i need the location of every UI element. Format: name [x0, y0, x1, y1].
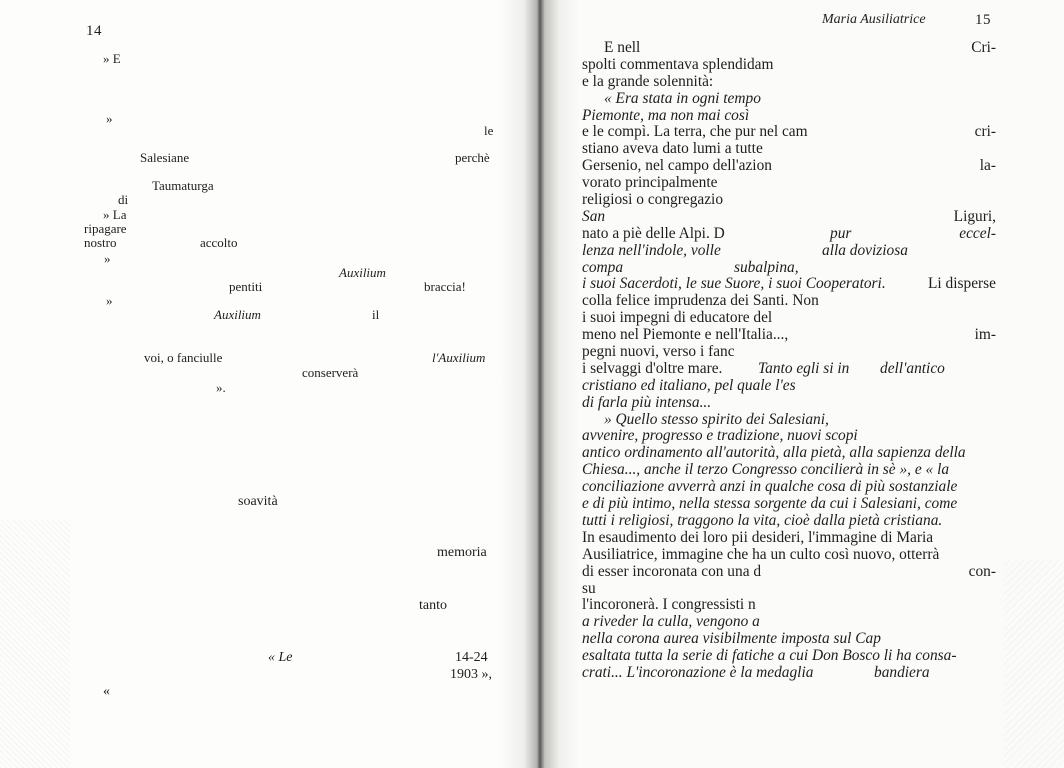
left-fragment: pentiti [229, 279, 263, 294]
line-mid: pur [830, 224, 852, 242]
left-fragment: » E [103, 51, 121, 66]
left-fragment: » [106, 111, 113, 126]
line-left: Piemonte, ma non mai così [582, 106, 750, 124]
line-left: San [582, 207, 606, 225]
running-head: Maria Ausiliatrice [822, 12, 926, 27]
text-line [582, 648, 996, 665]
left-fragment: 14-24 [455, 650, 488, 665]
line-full: Chiesa..., anche il terzo Congresso concilierà in sè », e « la [582, 461, 950, 479]
line-right: cri- [974, 123, 996, 141]
text-line [582, 74, 996, 91]
text-line [582, 108, 996, 125]
text-line [582, 665, 996, 682]
line-right: im- [974, 326, 996, 344]
line-full: conciliazione avverrà anzi in qualche cosa di più sostanziale [582, 478, 958, 496]
line-left: su [582, 579, 596, 597]
text-line [582, 243, 996, 260]
left-fragment: « [103, 684, 110, 699]
line-left: cristiano ed italiano, pel quale l'es [582, 376, 796, 394]
left-fragment: nostro [84, 235, 117, 250]
text-line [582, 564, 996, 581]
left-fragment: conserverà [302, 365, 359, 380]
line-left: « Era stata in ogni tempo [604, 89, 761, 107]
text-line [582, 40, 996, 57]
text-line [582, 192, 996, 209]
line-left: pegni nuovi, verso i fanc [582, 343, 735, 361]
text-line [582, 496, 996, 513]
line-mid: alla doviziosa [822, 241, 908, 259]
left-fragment: soavità [238, 494, 278, 509]
line-left: i suoi impegni di educatore del [582, 309, 773, 327]
line-full: esaltata tutta la serie di fatiche a cui Don Bosco li ha consa- [582, 647, 957, 665]
text-line [582, 327, 996, 344]
line-left: e le compì. La terra, che pur nel cam [582, 123, 808, 141]
left-fragment: « Le [268, 650, 293, 665]
text-line [582, 631, 996, 648]
line-mid: bandiera [874, 663, 930, 681]
left-fragment: » La [103, 207, 127, 222]
left-fragment: 1903 », [450, 667, 492, 682]
left-fragment: braccia! [424, 279, 466, 294]
line-left: Gersenio, nel campo dell'azion [582, 157, 772, 175]
text-line [582, 175, 996, 192]
line-left: nato a piè delle Alpi. D [582, 224, 725, 242]
left-fragment: Auxilium [339, 265, 386, 280]
line-left: i selvaggi d'oltre mare. [582, 359, 723, 377]
left-fragment: memoria [437, 545, 487, 560]
text-line [582, 158, 996, 175]
line-left: meno nel Piemonte e nell'Italia..., [582, 326, 789, 344]
line-right: eccel- [959, 224, 996, 242]
left-fragment: il [372, 307, 380, 322]
line-full: tutti i religiosi, traggono la vita, cioè dalla pietà cristiana. [582, 511, 943, 529]
left-fragment: accolto [200, 235, 238, 250]
line-left: di farla più intensa... [582, 393, 712, 411]
line-left: vorato principalmente [582, 174, 718, 192]
text-line [582, 547, 996, 564]
line-mid: Tanto egli si in [758, 359, 850, 377]
left-fragment: » [106, 293, 113, 308]
paper-texture [1004, 560, 1064, 768]
text-line [582, 344, 996, 361]
text-line [582, 276, 996, 293]
right-page-number: 15 [975, 12, 991, 28]
left-fragment: ». [216, 380, 226, 395]
line-left: nella corona aurea visibilmente imposta sul Cap [582, 630, 881, 648]
left-fragment: le [484, 123, 494, 138]
book-gutter [500, 0, 580, 768]
line-left: E nell [604, 39, 641, 56]
line-left: di esser incoronata con una d [582, 562, 762, 580]
text-line [582, 226, 996, 243]
left-fragment: Auxilium [214, 307, 261, 322]
text-line [582, 361, 996, 378]
line-left: colla felice imprudenza dei Santi. Non [582, 292, 819, 310]
text-line [582, 428, 996, 445]
text-line [582, 91, 996, 108]
text-line [582, 445, 996, 462]
left-fragment: perchè [455, 150, 490, 165]
line-right: Li disperse [928, 275, 996, 293]
text-line [582, 124, 996, 141]
line-right: Liguri, [953, 207, 996, 225]
text-line [582, 412, 996, 429]
text-line [582, 260, 996, 277]
text-line [582, 581, 996, 598]
line-mid: dell'antico [880, 359, 945, 377]
text-line [582, 141, 996, 158]
text-line [582, 513, 996, 530]
left-fragment: » [104, 251, 111, 266]
line-left: stiano aveva dato lumi a tutte [582, 140, 763, 158]
text-line [582, 293, 996, 310]
line-left: i suoi Sacerdoti, le sue Suore, i suoi Cooperatori. [582, 275, 886, 293]
text-line [582, 378, 996, 395]
line-left: a riveder la culla, vengono a [582, 613, 760, 631]
right-page-body [582, 40, 996, 682]
line-right: la- [979, 157, 996, 175]
line-right: Cri- [971, 39, 996, 56]
line-left: lenza nell'indole, volle [582, 241, 721, 259]
text-line [582, 462, 996, 479]
text-line [582, 395, 996, 412]
line-full: e di più intimo, nella stessa sorgente da cui i Salesiani, come [582, 495, 958, 513]
line-left: religiosi o congregazio [582, 191, 724, 209]
line-left: compa [582, 258, 624, 276]
line-left: spolti commentava splendidam [582, 55, 774, 73]
left-fragment: l'Auxilium [432, 350, 486, 365]
text-line [582, 530, 996, 547]
left-fragment: Taumaturga [152, 178, 214, 193]
paper-texture [0, 520, 70, 768]
left-fragment: ripagare [84, 221, 127, 236]
line-full: antico ordinamento all'autorità, alla pietà, alla sapienza della [582, 444, 966, 462]
left-fragment: tanto [419, 598, 447, 613]
line-left: e la grande solennità: [582, 72, 714, 90]
left-fragment: voi, o fanciulle [144, 350, 223, 365]
text-line [582, 479, 996, 496]
line-full: Ausiliatrice, immagine che ha un culto così nuovo, otterrà [582, 545, 940, 563]
text-line [582, 597, 996, 614]
left-page-number: 14 [86, 23, 102, 39]
line-left: crati... L'incoronazione è la medaglia [582, 663, 814, 681]
line-left: l'incoronerà. I congressisti n [582, 596, 756, 614]
text-line [582, 57, 996, 74]
line-full: In esaudimento dei loro pii desideri, l'immagine di Maria [582, 528, 934, 546]
left-fragment: di [118, 192, 129, 207]
line-right: con- [968, 562, 996, 580]
line-left: avvenire, progresso e tradizione, nuovi scopi [582, 427, 858, 445]
line-mid: subalpina, [734, 258, 799, 276]
text-line [582, 310, 996, 327]
text-line [582, 614, 996, 631]
line-left: » Quello stesso spirito dei Salesiani, [604, 410, 829, 428]
text-line [582, 209, 996, 226]
left-fragment: Salesiane [140, 150, 190, 165]
